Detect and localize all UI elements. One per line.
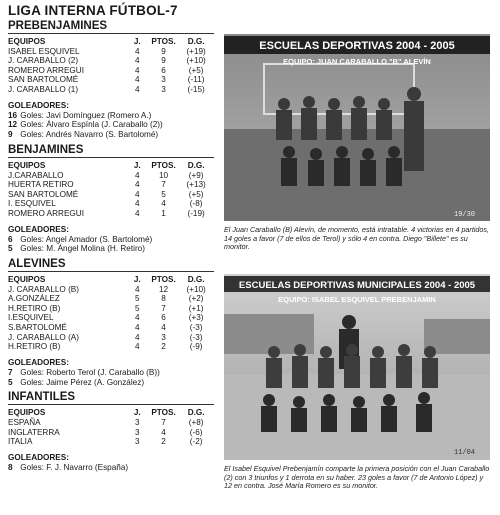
stat-cell: 4 [161, 199, 166, 209]
photo-subbanner: EQUIPO: JUAN CARABALLO "B" ALEVÍN [283, 57, 431, 66]
scorers-list [8, 463, 214, 473]
stat-cell: 7 [161, 418, 166, 428]
table-row [8, 313, 214, 323]
photo-date-stamp: 11/04 [454, 449, 476, 457]
scorer-text: Goles: Álvaro Espínla (J. Caraballo (2)) [20, 120, 163, 130]
column-header: D.G. [187, 160, 205, 170]
stat-cell: 8 [161, 294, 166, 304]
table-row [8, 75, 214, 85]
goal-count: 7 [8, 367, 13, 377]
scorer-item [8, 120, 214, 130]
team-name: ISABEL ESQUIVEL [8, 46, 80, 56]
table-row [8, 180, 214, 190]
team-photo-esquivel [224, 274, 490, 460]
team-name: H.RETIRO (B) [8, 342, 61, 352]
table-header-row [8, 161, 214, 171]
stat-cell: 7 [161, 303, 166, 313]
team-name: H.RETIRO (B) [8, 303, 61, 313]
team-name: J. CARABALLO (A) [8, 332, 79, 342]
goal-count: 8 [8, 462, 13, 472]
column-header: J. [133, 160, 141, 170]
photo-banner: ESCUELAS DEPORTIVAS MUNICIPALES 2004 - 2005 [238, 280, 476, 291]
stat-cell: 4 [134, 342, 140, 352]
team-name: I. ESQUIVEL [8, 199, 56, 209]
team-name: INGLATERRA [8, 427, 60, 437]
standings-table [8, 37, 214, 95]
photo-caption: El Juan Caraballo (B) Alevín, de momento, está intratable. 4 victorias en 4 partidos, 14 goles a favor (7 de ellos de Terol) y sólo 4 en contra. Diego "Billete" es su monitor. [224, 225, 490, 252]
photo-subbanner: EQUIPO: ISABEL ESQUIVEL PREBENJAMIN [278, 295, 436, 304]
stat-cell: 4 [134, 46, 140, 56]
table-row [8, 342, 214, 352]
team-name: J. CARABALLO (B) [8, 284, 79, 294]
standings-table [8, 408, 214, 446]
stat-cell: (+8) [188, 418, 204, 428]
scorer-text: Goles: Javi Domínguez (Romero A.) [20, 110, 152, 120]
table-header-row [8, 37, 214, 47]
scorer-text: Goles: Angel Amador (S. Bartolomé) [20, 234, 153, 244]
scorer-item [8, 111, 214, 121]
scorers-list [8, 235, 214, 255]
stat-cell: 4 [134, 84, 140, 94]
table-row [8, 437, 214, 447]
column-header: EQUIPOS [8, 160, 46, 170]
goal-count: 9 [8, 130, 13, 140]
scorers-label: GOLEADORES: [8, 100, 69, 110]
goal-count: 12 [8, 120, 18, 130]
table-row [8, 56, 214, 66]
team-name: SAN BARTOLOMÉ [8, 189, 79, 199]
scorers-label: GOLEADORES: [8, 357, 69, 367]
stat-cell: 12 [158, 284, 169, 294]
section-heading: BENJAMINES [8, 144, 214, 158]
scorer-item [8, 378, 214, 388]
stat-cell: 4 [134, 199, 140, 209]
column-header: EQUIPOS [8, 408, 46, 418]
stat-cell: (-11) [187, 75, 205, 85]
table-row [8, 171, 214, 181]
table-row [8, 333, 214, 343]
stat-cell: 4 [134, 56, 140, 66]
stat-cell: 6 [161, 313, 166, 323]
stat-cell: (-15) [187, 84, 205, 94]
team-name: SAN BARTOLOMÉ [8, 75, 79, 85]
scorer-text: Goles: Roberto Terol (J. Caraballo (B)) [20, 367, 160, 377]
scorers-list [8, 111, 214, 140]
stat-cell: 4 [134, 170, 140, 180]
table-row [8, 323, 214, 333]
stat-cell: 7 [161, 180, 166, 190]
column-header: PTOS. [151, 275, 176, 285]
table-row [8, 66, 214, 76]
stat-cell: 4 [134, 180, 140, 190]
team-name: ESPAÑA [8, 418, 41, 428]
section-heading: PREBENJAMINES [8, 20, 214, 34]
stat-cell: 4 [134, 75, 140, 85]
table-header-row [8, 408, 214, 418]
scorer-item [8, 130, 214, 140]
scorers-label: GOLEADORES: [8, 224, 69, 234]
stat-cell: (+19) [186, 46, 206, 56]
column-header: EQUIPOS [8, 37, 46, 46]
scorer-item [8, 235, 214, 245]
stat-cell: 1 [161, 208, 166, 218]
stat-cell: (-3) [189, 332, 203, 342]
table-row [8, 199, 214, 209]
stat-cell: 3 [161, 332, 166, 342]
section-prebenjamines [8, 20, 214, 140]
column-header: D.G. [187, 275, 205, 285]
team-name: J. CARABALLO (2) [8, 56, 79, 66]
table-row [8, 209, 214, 219]
stat-cell: (+3) [188, 313, 204, 323]
stat-cell: (+1) [188, 303, 204, 313]
stat-cell: (+10) [186, 284, 206, 294]
stat-cell: (-19) [187, 208, 205, 218]
section-heading: INFANTILES [8, 391, 214, 405]
table-header-row [8, 275, 214, 285]
stat-cell: 4 [134, 284, 140, 294]
team-name: ROMERO ARREGUI [8, 65, 84, 75]
stat-cell: (+13) [186, 180, 206, 190]
section-benjamines [8, 144, 214, 254]
stat-cell: 3 [161, 84, 166, 94]
table-row [8, 285, 214, 295]
stat-cell: 9 [161, 56, 166, 66]
column-header: EQUIPOS [8, 275, 46, 285]
stat-cell: 4 [134, 65, 140, 75]
team-name: ITALIA [8, 437, 33, 447]
stat-cell: 3 [134, 418, 140, 428]
stat-cell: (-9) [189, 342, 203, 352]
stat-cell: 4 [134, 332, 140, 342]
scorer-item [8, 244, 214, 254]
section-alevines [8, 258, 214, 387]
team-name: J.CARABALLO [8, 170, 64, 180]
column-header: PTOS. [151, 37, 176, 46]
column-header: PTOS. [151, 160, 176, 170]
photo-date-stamp: 19/30 [454, 211, 476, 219]
scorer-text: Goles: F. J. Navarro (España) [20, 462, 129, 472]
table-row [8, 294, 214, 304]
table-row [8, 304, 214, 314]
table-row [8, 418, 214, 428]
stat-cell: 2 [161, 437, 166, 447]
team-name: A.GONZÁLEZ [8, 294, 60, 304]
goal-count: 5 [8, 244, 13, 254]
table-row [8, 190, 214, 200]
section-heading: ALEVINES [8, 258, 214, 272]
scorer-item [8, 463, 214, 473]
stat-cell: (+5) [188, 189, 204, 199]
stat-cell: 4 [134, 189, 140, 199]
stat-cell: 2 [161, 342, 166, 352]
stat-cell: (-8) [189, 199, 203, 209]
team-name: J. CARABALLO (1) [8, 84, 79, 94]
stat-cell: 5 [134, 303, 140, 313]
column-header: J. [133, 408, 141, 418]
goal-count: 5 [8, 377, 13, 387]
stat-cell: 6 [161, 65, 166, 75]
scorers-label: GOLEADORES: [8, 452, 69, 462]
stat-cell: (+5) [188, 65, 204, 75]
stat-cell: 10 [158, 170, 169, 180]
stat-cell: 5 [134, 294, 140, 304]
scorer-item [8, 368, 214, 378]
scorer-text: Goles: M. Ángel Molina (H. Retiro) [20, 244, 145, 254]
stat-cell: (-3) [189, 323, 203, 333]
team-name: I.ESQUIVEL [8, 313, 54, 323]
scorer-text: Goles: Andrés Navarro (S. Bartolomé) [20, 130, 159, 140]
stat-cell: 5 [161, 189, 166, 199]
standings-table [8, 275, 214, 352]
photo-caption: El Isabel Esquivel Prebenjamín comparte la primera posición con el Juan Caraballo (2) con 3 triunfos y 1 derrota en su haber. 23 goles a favor (7 de Antonio López) y 12 en contra. José María Romero es su monitor. [224, 464, 490, 491]
page-title: LIGA INTERNA FÚTBOL-7 [8, 3, 178, 18]
team-photo-caraballo [224, 34, 490, 221]
photo-banner: ESCUELAS DEPORTIVAS 2004 - 2005 [259, 40, 455, 52]
stat-cell: 4 [134, 208, 140, 218]
stat-cell: (+9) [188, 170, 204, 180]
stat-cell: 3 [134, 427, 140, 437]
team-name: HUERTA RETIRO [8, 180, 74, 190]
goal-count: 16 [8, 110, 18, 120]
stat-cell: 4 [134, 313, 140, 323]
stat-cell: 4 [134, 323, 140, 333]
table-row [8, 47, 214, 57]
scorers-list [8, 368, 214, 388]
stat-cell: 4 [161, 427, 166, 437]
stat-cell: (+10) [186, 56, 206, 66]
stat-cell: 9 [161, 46, 166, 56]
standings-table [8, 161, 214, 219]
column-header: PTOS. [151, 408, 176, 418]
stat-cell: (-2) [189, 437, 203, 447]
stat-cell: 3 [134, 437, 140, 447]
stat-cell: 4 [161, 323, 166, 333]
scorer-text: Goles: Jaime Pérez (A. González) [20, 377, 145, 387]
team-name: ROMERO ARREGUI [8, 208, 84, 218]
table-row [8, 428, 214, 438]
column-header: D.G. [187, 37, 205, 46]
stat-cell: (-6) [189, 427, 203, 437]
team-name: S.BARTOLOMÉ [8, 323, 67, 333]
stat-cell: (+2) [188, 294, 204, 304]
column-header: J. [133, 275, 141, 285]
column-header: J. [133, 37, 141, 46]
goal-count: 6 [8, 234, 13, 244]
standings-column [8, 20, 214, 477]
stat-cell: 3 [161, 75, 166, 85]
column-header: D.G. [187, 408, 205, 418]
section-infantiles [8, 391, 214, 472]
table-row [8, 85, 214, 95]
